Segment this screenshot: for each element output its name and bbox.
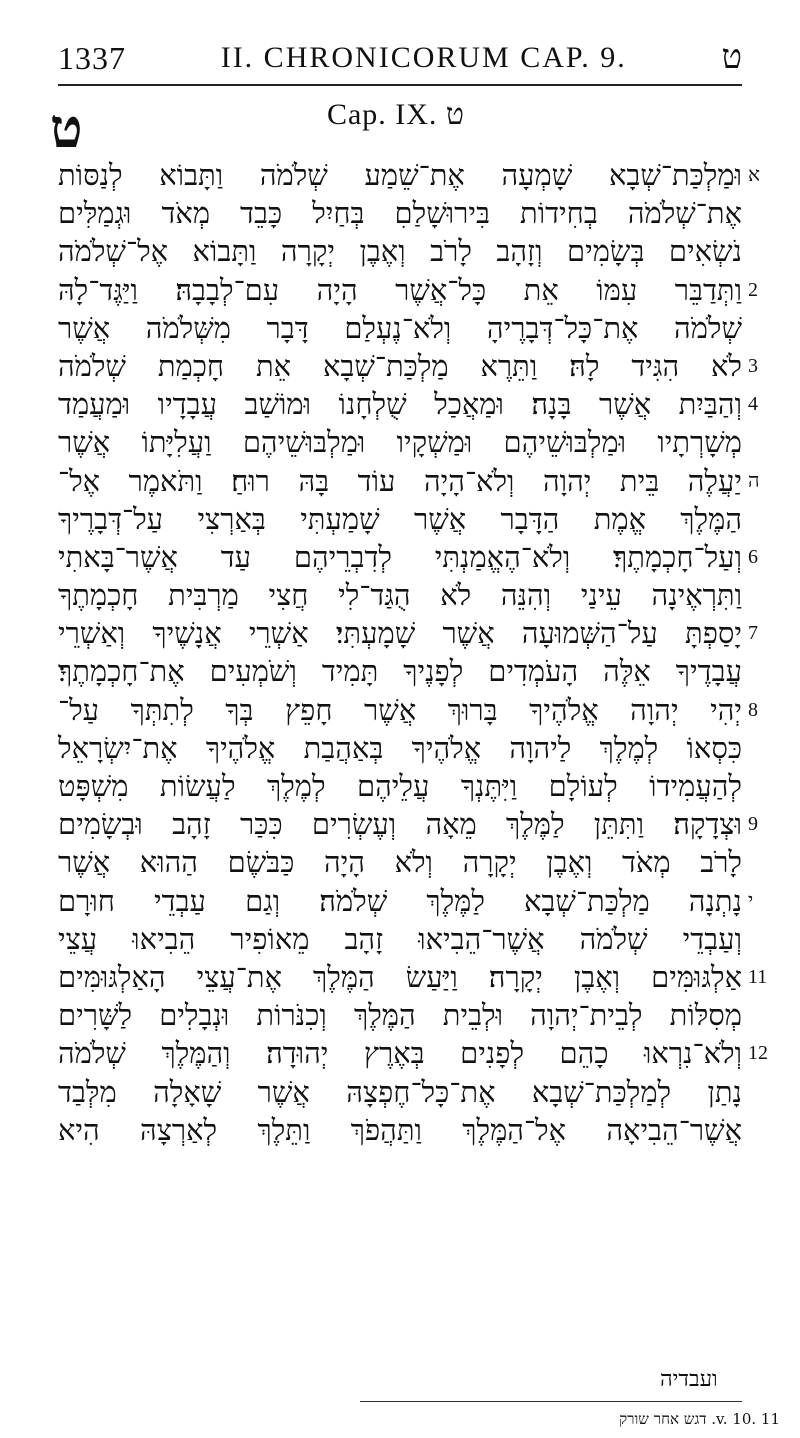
verse-number: 12	[748, 1042, 768, 1065]
running-title: II. CHRONICORUM CAP. 9.	[220, 41, 627, 74]
verse-text: לָרֹב מְאֹד וְאֶבֶן יְקָרָה וְלֹא הָיָה כַּבֹּשֶׂם הַהוּא אֲשֶׁר	[58, 845, 742, 880]
verse-text: הַמֶּלֶךְ אֱמֶת הַדָּבָר אֲשֶׁר שָׁמַעְתִּי בְּאַרְצִי עַל־דְּבָרֶיךָ	[58, 501, 742, 536]
verse-line	[58, 423, 742, 461]
verse-number: 6	[748, 545, 758, 568]
verse-number: ה	[748, 469, 760, 492]
verse-text: וַתִּרְאֶינָה עֵינַי וְהִנֵּה לֹא הֻגַּד־לִי חֲצִי מַרְבִּית חָכְמָתֶךָ	[58, 578, 742, 613]
verse-line	[58, 614, 758, 652]
verse-line	[58, 271, 758, 309]
verse-line	[58, 691, 758, 729]
verse-text: אֲשֶׁר־הֵבִיאָה אֶל־הַמֶּלֶךְ וַתַּהֲפֹךְ וַתֵּלֶךְ לְאַרְצָהּ הִיא	[58, 1112, 742, 1147]
verse-number: 2	[748, 278, 758, 301]
header-rule	[58, 84, 742, 86]
verse-line	[58, 385, 758, 423]
verse-text: וְעַל־חָכְמָתֶךָ׃ וְלֹא־הֶאֱמַנְתִּי לְדִבְרֵיהֶם עַד אֲשֶׁר־בָּאתִי	[58, 539, 742, 574]
text-block	[58, 156, 768, 1149]
verse-text: עֲבָדֶיךָ אֵלֶּה הָעֹמְדִים לְפָנֶיךָ תָּמִיד וְשֹׁמְעִים אֶת־חָכְמָתֶךָ׃	[58, 654, 742, 689]
verse-text: וְלֹא־נִרְאוּ כָהֵם לְפָנִים בְּאֶרֶץ יְהוּדָה׃ וְהַמֶּלֶךְ שְׁלֹמֹה	[58, 1036, 742, 1071]
verse-line	[58, 652, 742, 690]
verse-line	[58, 194, 742, 232]
verse-number: 11	[748, 965, 768, 988]
verse-text: אֶת־שְׁלֹמֹה בְחִידוֹת בִּירוּשָׁלַםִ בְּחַיִל כָּבֵד מְאֹד וּגְמַלִּים	[58, 196, 742, 231]
verse-text: כִּסְאוֹ לְמֶלֶךְ לַיהוָה אֱלֹהֶיךָ בְּאַהֲבַת אֱלֹהֶיךָ אֶת־יִשְׂרָאֵל	[58, 730, 742, 765]
verse-line	[58, 729, 742, 767]
verse-line	[58, 958, 768, 996]
verse-text: וְהַבַּיִת אֲשֶׁר בָּנָה׃ וּמַאֲכַל שֻׁלְחָנוֹ וּמוֹשַׁב עֲבָדָיו וּמַעֲמַד	[58, 387, 742, 422]
page-number: 1337	[58, 39, 126, 76]
chapter-heading	[50, 96, 742, 160]
verse-text: שְׁלֹמֹה אֶת־כָּל־דְּבָרֶיהָ וְלֹא־נֶעְלַם דָּבָר מִשְּׁלֹמֹה אֲשֶׁר	[58, 310, 742, 345]
verse-line	[58, 309, 742, 347]
verse-text: יְהִי יְהוָה אֱלֹהֶיךָ בָּרוּךְ אֲשֶׁר חָפֵץ בְּךָ לְתִתְּךָ עַל־	[58, 692, 742, 727]
verse-number: א	[748, 164, 761, 186]
verse-line	[58, 996, 742, 1034]
chapter-title: Cap. IX. ט	[326, 98, 466, 131]
verse-text: לְהַעֲמִידוֹ לְעוֹלָם וַיִּתֶּנְךָ עֲלֵיהֶם לְמֶלֶךְ לַעֲשׂוֹת מִשְׁפָּט	[58, 769, 742, 803]
footnote: v. 10. 11. דגש אחר שורק	[619, 1410, 780, 1428]
running-head	[58, 28, 742, 88]
verse-line	[58, 576, 742, 614]
footnote-rule	[360, 1401, 742, 1402]
verse-text: נָתַן לְמַלְכַּת־שְׁבָא אֶת־כָּל־חֶפְצָהּ אֲשֶׁר שָׁאָלָה מִלְּבַד	[58, 1074, 742, 1109]
verse-text: וּמַלְכַּת־שְׁבָא שָׁמְעָה אֶת־שֵׁמַע שְׁלֹמֹה וַתָּבוֹא לְנַסּוֹת	[58, 158, 742, 192]
verse-text: אַלְגּוּמִּים וְאֶבֶן יְקָרָה׃ וַיַּעַשׂ הַמֶּלֶךְ אֶת־עֲצֵי הָאַלְגּוּמִּים	[58, 959, 742, 994]
verse-number: 4	[748, 393, 758, 416]
verse-line	[58, 156, 761, 194]
verse-line	[58, 843, 742, 881]
verse-line	[58, 462, 760, 500]
verse-number: י	[748, 889, 754, 912]
verse-text: וַתְּדַבֵּר עִמּוֹ אֵת כָּל־אֲשֶׁר הָיָה עִם־לְבָבָהּ׃ וַיַּגֶּד־לָהּ	[58, 272, 742, 307]
verse-line	[58, 538, 758, 576]
verse-text: לֹא הִגִּיד לָהּ׃ וַתֵּרֶא מַלְכַּת־שְׁבָא אֵת חָכְמַת שְׁלֹמֹה	[58, 348, 742, 383]
verse-text: מְשָׁרְתָיו וּמַלְבּוּשֵׁיהֶם וּמַשְׁקָיו וּמַלְבּוּשֵׁיהֶם וַעֲלִיָּתוֹ אֲשֶׁר	[58, 425, 742, 460]
verse-number: 7	[748, 622, 758, 645]
verse-line	[58, 1073, 742, 1111]
verse-line	[58, 1111, 742, 1149]
verse-text: וּצְדָקָה׃ וַתִּתֵּן לַמֶּלֶךְ מֵאָה וְעֶשְׂרִים כִּכַּר זָהָב וּבְשָׂמִים	[58, 807, 742, 842]
running-chapter-letter: ט	[721, 39, 742, 76]
verse-number: 3	[748, 354, 758, 377]
verse-line	[58, 882, 754, 920]
verse-line	[58, 1034, 768, 1072]
verse-text: נָתְנָה מַלְכַּת־שְׁבָא לַמֶּלֶךְ שְׁלֹמֹה׃ וְגַם עַבְדֵי חוּרָם	[58, 883, 742, 918]
catchword: ועבדיה	[660, 1367, 718, 1392]
verse-line	[58, 767, 742, 805]
verse-text: מְסִלּוֹת לְבֵית־יְהוָה וּלְבֵית הַמֶּלֶךְ וְכִנֹּרוֹת וּנְבָלִים לַשָּׁרִים	[58, 998, 742, 1033]
verse-number: 9	[748, 813, 758, 836]
verse-text: וְעַבְדֵי שְׁלֹמֹה אֲשֶׁר־הֵבִיאוּ זָהָב מֵאוֹפִיר הֵבִיאוּ עֲצֵי	[58, 921, 742, 956]
chapter-large-letter: ט	[50, 96, 83, 160]
verse-text: יַעֲלֶה בֵּית יְהוָה וְלֹא־הָיָה עוֹד בָּהּ רוּחַ׃ וַתֹּאמֶר אֶל־	[58, 463, 742, 498]
verse-line	[58, 232, 742, 270]
verse-text: נֹשְׂאִים בְּשָׂמִים וְזָהָב לָרֹב וְאֶבֶן יְקָרָה וַתָּבוֹא אֶל־שְׁלֹמֹה	[58, 234, 742, 269]
verse-line	[58, 500, 742, 538]
verse-line	[58, 347, 758, 385]
verse-number: 8	[748, 698, 758, 721]
verse-text: יָסַפְתָּ עַל־הַשְּׁמוּעָה אֲשֶׁר שָׁמָעְתִּי׃ אַשְׁרֵי אֲנָשֶׁיךָ וְאַשְׁרֵי	[58, 616, 742, 651]
verse-line	[58, 805, 758, 843]
verse-line	[58, 920, 742, 958]
